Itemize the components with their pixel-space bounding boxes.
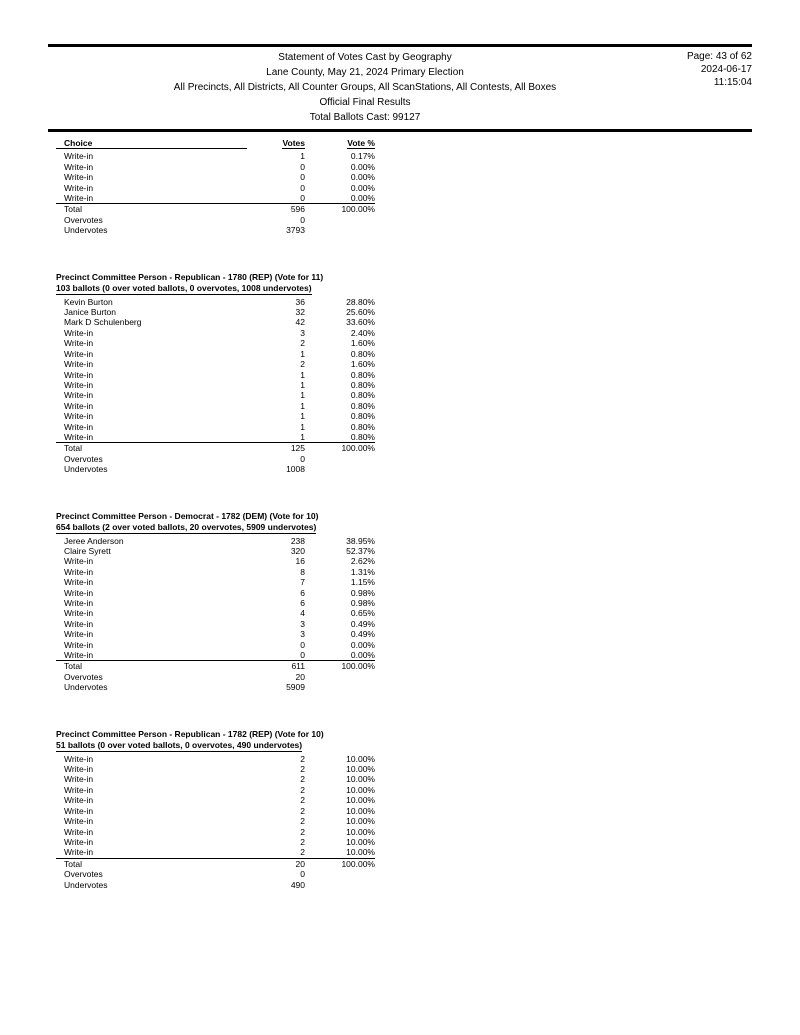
choice-name: Write-in <box>64 577 94 588</box>
choice-votes: 3 <box>300 618 305 629</box>
contest-ballots: 51 ballots (0 over voted ballots, 0 overvotes, 490 undervotes) <box>56 739 303 750</box>
choice-row <box>56 598 375 608</box>
choice-row <box>56 806 375 816</box>
choice-row <box>56 577 375 587</box>
choice-row <box>56 816 375 826</box>
undervotes-pct-empty <box>305 464 375 474</box>
choice-pct: 1.31% <box>350 566 375 577</box>
choice-row <box>56 619 375 629</box>
choice-pct: 0.00% <box>350 161 375 172</box>
report-header-center <box>48 47 752 129</box>
choice-row <box>56 546 375 556</box>
choice-votes: 0 <box>300 639 305 650</box>
choice-row <box>56 390 375 400</box>
choice-pct: 10.00% <box>346 784 375 795</box>
total-row <box>56 443 375 453</box>
choice-name: Write-in <box>64 753 94 764</box>
choice-votes: 16 <box>295 556 305 567</box>
undervotes-pct-empty <box>305 880 375 890</box>
choice-name: Write-in <box>64 784 94 795</box>
total-row <box>56 204 375 214</box>
choice-name: Write-in <box>64 379 94 390</box>
choice-row <box>56 370 375 380</box>
choice-votes: 0 <box>300 161 305 172</box>
choice-pct: 0.00% <box>350 182 375 193</box>
total-label: Total <box>64 858 82 869</box>
choice-votes: 2 <box>300 753 305 764</box>
choice-name: Write-in <box>64 836 94 847</box>
choice-row <box>56 640 375 650</box>
choice-votes: 2 <box>300 774 305 785</box>
total-label: Total <box>64 204 82 215</box>
undervotes-value: 1008 <box>286 464 305 475</box>
choice-votes: 2 <box>300 359 305 370</box>
choice-pct: 1.60% <box>350 359 375 370</box>
choice-row <box>56 847 375 858</box>
choice-pct: 0.80% <box>350 379 375 390</box>
choice-pct: 28.80% <box>346 296 375 307</box>
total-pct: 100.00% <box>341 858 375 869</box>
contest-title: Precinct Committee Person - Democrat - 1782 (DEM) (Vote for 10) <box>56 510 319 521</box>
choice-votes: 0 <box>300 172 305 183</box>
choice-row <box>56 151 375 161</box>
choice-name: Write-in <box>64 390 94 401</box>
choice-votes: 1 <box>300 390 305 401</box>
choice-votes: 4 <box>300 608 305 619</box>
undervotes-row <box>56 464 375 474</box>
choice-row <box>56 349 375 359</box>
choice-pct: 0.98% <box>350 587 375 598</box>
overvotes-row <box>56 454 375 464</box>
choice-pct: 0.80% <box>350 431 375 442</box>
choice-votes: 2 <box>300 805 305 816</box>
choice-votes: 8 <box>300 566 305 577</box>
undervotes-value: 5909 <box>286 682 305 693</box>
column-header-votes: Votes <box>282 138 305 148</box>
choice-name: Kevin Burton <box>64 296 113 307</box>
choice-votes: 2 <box>300 764 305 775</box>
choice-row <box>56 774 375 784</box>
contest-section <box>48 272 752 475</box>
choice-name: Write-in <box>64 805 94 816</box>
choice-votes: 3 <box>300 327 305 338</box>
choice-name: Write-in <box>64 431 94 442</box>
overvotes-pct-empty <box>305 672 375 682</box>
choice-rows <box>48 536 752 662</box>
choice-votes: 1 <box>300 421 305 432</box>
choice-name: Write-in <box>64 608 94 619</box>
choice-pct: 2.40% <box>350 327 375 338</box>
undervotes-label: Undervotes <box>64 464 108 475</box>
choice-pct: 0.00% <box>350 172 375 183</box>
choice-name: Write-in <box>64 193 94 204</box>
choice-pct: 38.95% <box>346 535 375 546</box>
report-time: 11:15:04 <box>713 77 752 88</box>
choice-votes: 42 <box>295 317 305 328</box>
total-row <box>56 859 375 869</box>
choice-name: Write-in <box>64 629 94 640</box>
contest-title: Precinct Committee Person - Republican - 1782 (REP) (Vote for 10) <box>56 728 324 739</box>
choice-name: Write-in <box>64 338 94 349</box>
undervotes-pct-empty <box>305 225 375 235</box>
choice-pct: 10.00% <box>346 826 375 837</box>
choice-row <box>56 328 375 338</box>
choice-name: Write-in <box>64 587 94 598</box>
choice-votes: 36 <box>295 296 305 307</box>
choice-row <box>56 837 375 847</box>
choice-name: Write-in <box>64 816 94 827</box>
undervotes-label: Undervotes <box>64 682 108 693</box>
choice-votes: 2 <box>300 338 305 349</box>
choice-pct: 1.60% <box>350 338 375 349</box>
overvotes-value: 0 <box>300 214 305 225</box>
choice-votes: 238 <box>290 535 305 546</box>
overvotes-row <box>56 869 375 879</box>
choice-row <box>56 827 375 837</box>
choice-votes: 2 <box>300 836 305 847</box>
choice-pct: 0.80% <box>350 421 375 432</box>
choice-row <box>56 401 375 411</box>
choice-votes: 1 <box>300 411 305 422</box>
undervotes-row <box>56 225 375 235</box>
choice-row <box>56 297 375 307</box>
choice-name: Write-in <box>64 774 94 785</box>
choice-pct: 33.60% <box>346 317 375 328</box>
choice-row <box>56 162 375 172</box>
report-subtitle: Lane County, May 21, 2024 Primary Election <box>266 67 464 78</box>
choice-votes: 1 <box>300 431 305 442</box>
choice-name: Write-in <box>64 172 94 183</box>
choice-name: Write-in <box>64 598 94 608</box>
choice-row <box>56 764 375 774</box>
total-label: Total <box>64 661 82 672</box>
contest-ballots-line <box>56 522 752 534</box>
choice-row <box>56 795 375 805</box>
choice-name: Write-in <box>64 650 94 661</box>
overvotes-value: 0 <box>300 453 305 464</box>
undervotes-label: Undervotes <box>64 225 108 236</box>
total-row <box>56 661 375 671</box>
total-votes: 125 <box>290 443 305 454</box>
choice-pct: 10.00% <box>346 764 375 775</box>
choice-votes: 1 <box>300 379 305 390</box>
choice-row <box>56 432 375 443</box>
total-votes: 20 <box>295 858 305 869</box>
column-header-votes-cell <box>247 138 305 149</box>
choice-votes: 6 <box>300 598 305 608</box>
choice-votes: 32 <box>295 307 305 318</box>
sections <box>48 151 752 890</box>
choice-name: Write-in <box>64 359 94 370</box>
contest-ballots: 654 ballots (2 over voted ballots, 20 overvotes, 5909 undervotes) <box>56 521 317 532</box>
choice-row <box>56 536 375 546</box>
choice-pct: 0.49% <box>350 629 375 640</box>
choice-name: Jeree Anderson <box>64 535 124 546</box>
total-votes: 611 <box>291 661 305 672</box>
overvotes-pct-empty <box>305 215 375 225</box>
choice-pct: 0.80% <box>350 348 375 359</box>
choice-name: Write-in <box>64 826 94 837</box>
choice-name: Write-in <box>64 400 94 411</box>
choice-votes: 1 <box>300 369 305 380</box>
choice-pct: 0.80% <box>350 369 375 380</box>
choice-row <box>56 338 375 348</box>
choice-name: Write-in <box>64 566 94 577</box>
total-pct: 100.00% <box>341 661 375 672</box>
choice-pct: 0.80% <box>350 400 375 411</box>
choice-row <box>56 172 375 182</box>
overvotes-pct-empty <box>305 454 375 464</box>
choice-pct: 0.80% <box>350 390 375 401</box>
choice-pct: 2.62% <box>350 556 375 567</box>
overvotes-label: Overvotes <box>64 671 103 682</box>
choice-name: Write-in <box>64 764 94 775</box>
choice-pct: 10.00% <box>346 795 375 806</box>
overvotes-label: Overvotes <box>64 869 103 880</box>
choice-name: Mark D Schulenberg <box>64 317 142 328</box>
report-title: Statement of Votes Cast by Geography <box>278 52 452 63</box>
choice-row <box>56 754 375 764</box>
overvotes-pct-empty <box>305 869 375 879</box>
choice-pct: 10.00% <box>346 753 375 764</box>
choice-pct: 0.65% <box>350 608 375 619</box>
choice-votes: 1 <box>300 151 305 162</box>
choice-row <box>56 556 375 566</box>
overvotes-label: Overvotes <box>64 453 103 464</box>
choice-pct: 0.17% <box>350 151 375 162</box>
choice-name: Write-in <box>64 795 94 806</box>
choice-row <box>56 411 375 421</box>
total-label: Total <box>64 443 82 454</box>
overvotes-label: Overvotes <box>64 214 103 225</box>
column-header-choice: Choice <box>56 138 247 149</box>
choice-name: Write-in <box>64 327 94 338</box>
choice-pct: 0.00% <box>350 639 375 650</box>
choice-votes: 0 <box>300 182 305 193</box>
choice-pct: 10.00% <box>346 847 375 858</box>
undervotes-value: 3793 <box>286 225 305 236</box>
undervotes-row <box>56 880 375 890</box>
choice-name: Janice Burton <box>64 307 116 318</box>
total-votes: 596 <box>290 204 305 215</box>
choice-pct: 10.00% <box>346 836 375 847</box>
choice-votes: 7 <box>300 577 305 588</box>
choice-row <box>56 380 375 390</box>
report-total-ballots: Total Ballots Cast: 99127 <box>309 112 421 123</box>
choice-name: Write-in <box>64 556 94 567</box>
choice-pct: 52.37% <box>346 545 375 556</box>
choice-name: Write-in <box>64 369 94 380</box>
choice-pct: 10.00% <box>346 816 375 827</box>
choice-votes: 2 <box>300 826 305 837</box>
choice-votes: 2 <box>300 784 305 795</box>
contest-ballots-line <box>56 740 752 752</box>
choice-pct: 0.49% <box>350 618 375 629</box>
choice-rows <box>48 297 752 444</box>
choice-row <box>56 629 375 639</box>
choice-name: Claire Syrett <box>64 545 111 556</box>
contest-ballots-line <box>56 283 752 295</box>
choice-votes: 2 <box>300 795 305 806</box>
choice-pct: 25.60% <box>346 307 375 318</box>
choice-name: Write-in <box>64 182 94 193</box>
header-bottom-rule <box>48 129 752 132</box>
report-header <box>48 47 752 129</box>
report-scope: All Precincts, All Districts, All Counter Groups, All ScanStations, All Contests, All Boxes <box>173 82 557 93</box>
contest-section <box>48 729 752 890</box>
choice-votes: 0 <box>300 193 305 204</box>
choice-row <box>56 650 375 661</box>
undervotes-value: 490 <box>290 879 305 890</box>
choice-row <box>56 193 375 204</box>
choice-row <box>56 608 375 618</box>
choice-row <box>56 359 375 369</box>
choice-votes: 0 <box>300 650 305 661</box>
choice-votes: 2 <box>300 816 305 827</box>
choice-pct: 10.00% <box>346 805 375 816</box>
total-pct: 100.00% <box>341 443 375 454</box>
contest-section <box>48 511 752 693</box>
choice-votes: 1 <box>300 348 305 359</box>
column-header-pct: Vote % <box>347 138 375 148</box>
contest-title: Precinct Committee Person - Republican - 1780 (REP) (Vote for 11) <box>56 271 324 282</box>
choice-row <box>56 588 375 598</box>
undervotes-label: Undervotes <box>64 879 108 890</box>
choice-rows <box>48 151 752 204</box>
choice-row <box>56 183 375 193</box>
choice-name: Write-in <box>64 639 94 650</box>
choice-votes: 320 <box>290 545 305 556</box>
undervotes-row <box>56 682 375 692</box>
column-header-row <box>56 138 375 149</box>
page-number: Page: 43 of 62 <box>686 51 752 62</box>
choice-name: Write-in <box>64 151 94 162</box>
choice-votes: 3 <box>300 629 305 640</box>
choice-row <box>56 785 375 795</box>
choice-pct: 0.98% <box>350 598 375 608</box>
column-header-pct-cell <box>305 138 375 149</box>
choice-pct: 1.15% <box>350 577 375 588</box>
overvotes-row <box>56 672 375 682</box>
report-header-right <box>687 50 752 89</box>
choice-row <box>56 317 375 327</box>
overvotes-row <box>56 215 375 225</box>
choice-name: Write-in <box>64 847 94 858</box>
choice-name: Write-in <box>64 411 94 422</box>
overvotes-value: 0 <box>300 869 305 880</box>
choice-name: Write-in <box>64 348 94 359</box>
choice-row <box>56 307 375 317</box>
choice-pct: 10.00% <box>346 774 375 785</box>
report-date: 2024-06-17 <box>700 64 752 75</box>
report-status: Official Final Results <box>319 97 411 108</box>
choice-pct: 0.80% <box>350 411 375 422</box>
choice-votes: 2 <box>300 847 305 858</box>
choice-name: Write-in <box>64 618 94 629</box>
contest-section <box>48 151 752 235</box>
choice-pct: 0.00% <box>350 650 375 661</box>
choice-name: Write-in <box>64 161 94 172</box>
choice-pct: 0.00% <box>350 193 375 204</box>
choice-rows <box>48 754 752 859</box>
overvotes-value: 20 <box>295 671 305 682</box>
undervotes-pct-empty <box>305 682 375 692</box>
choice-votes: 6 <box>300 587 305 598</box>
choice-row <box>56 422 375 432</box>
contest-ballots: 103 ballots (0 over voted ballots, 0 overvotes, 1008 undervotes) <box>56 282 312 293</box>
total-pct: 100.00% <box>341 204 375 215</box>
choice-name: Write-in <box>64 421 94 432</box>
choice-votes: 1 <box>300 400 305 411</box>
choice-row <box>56 567 375 577</box>
